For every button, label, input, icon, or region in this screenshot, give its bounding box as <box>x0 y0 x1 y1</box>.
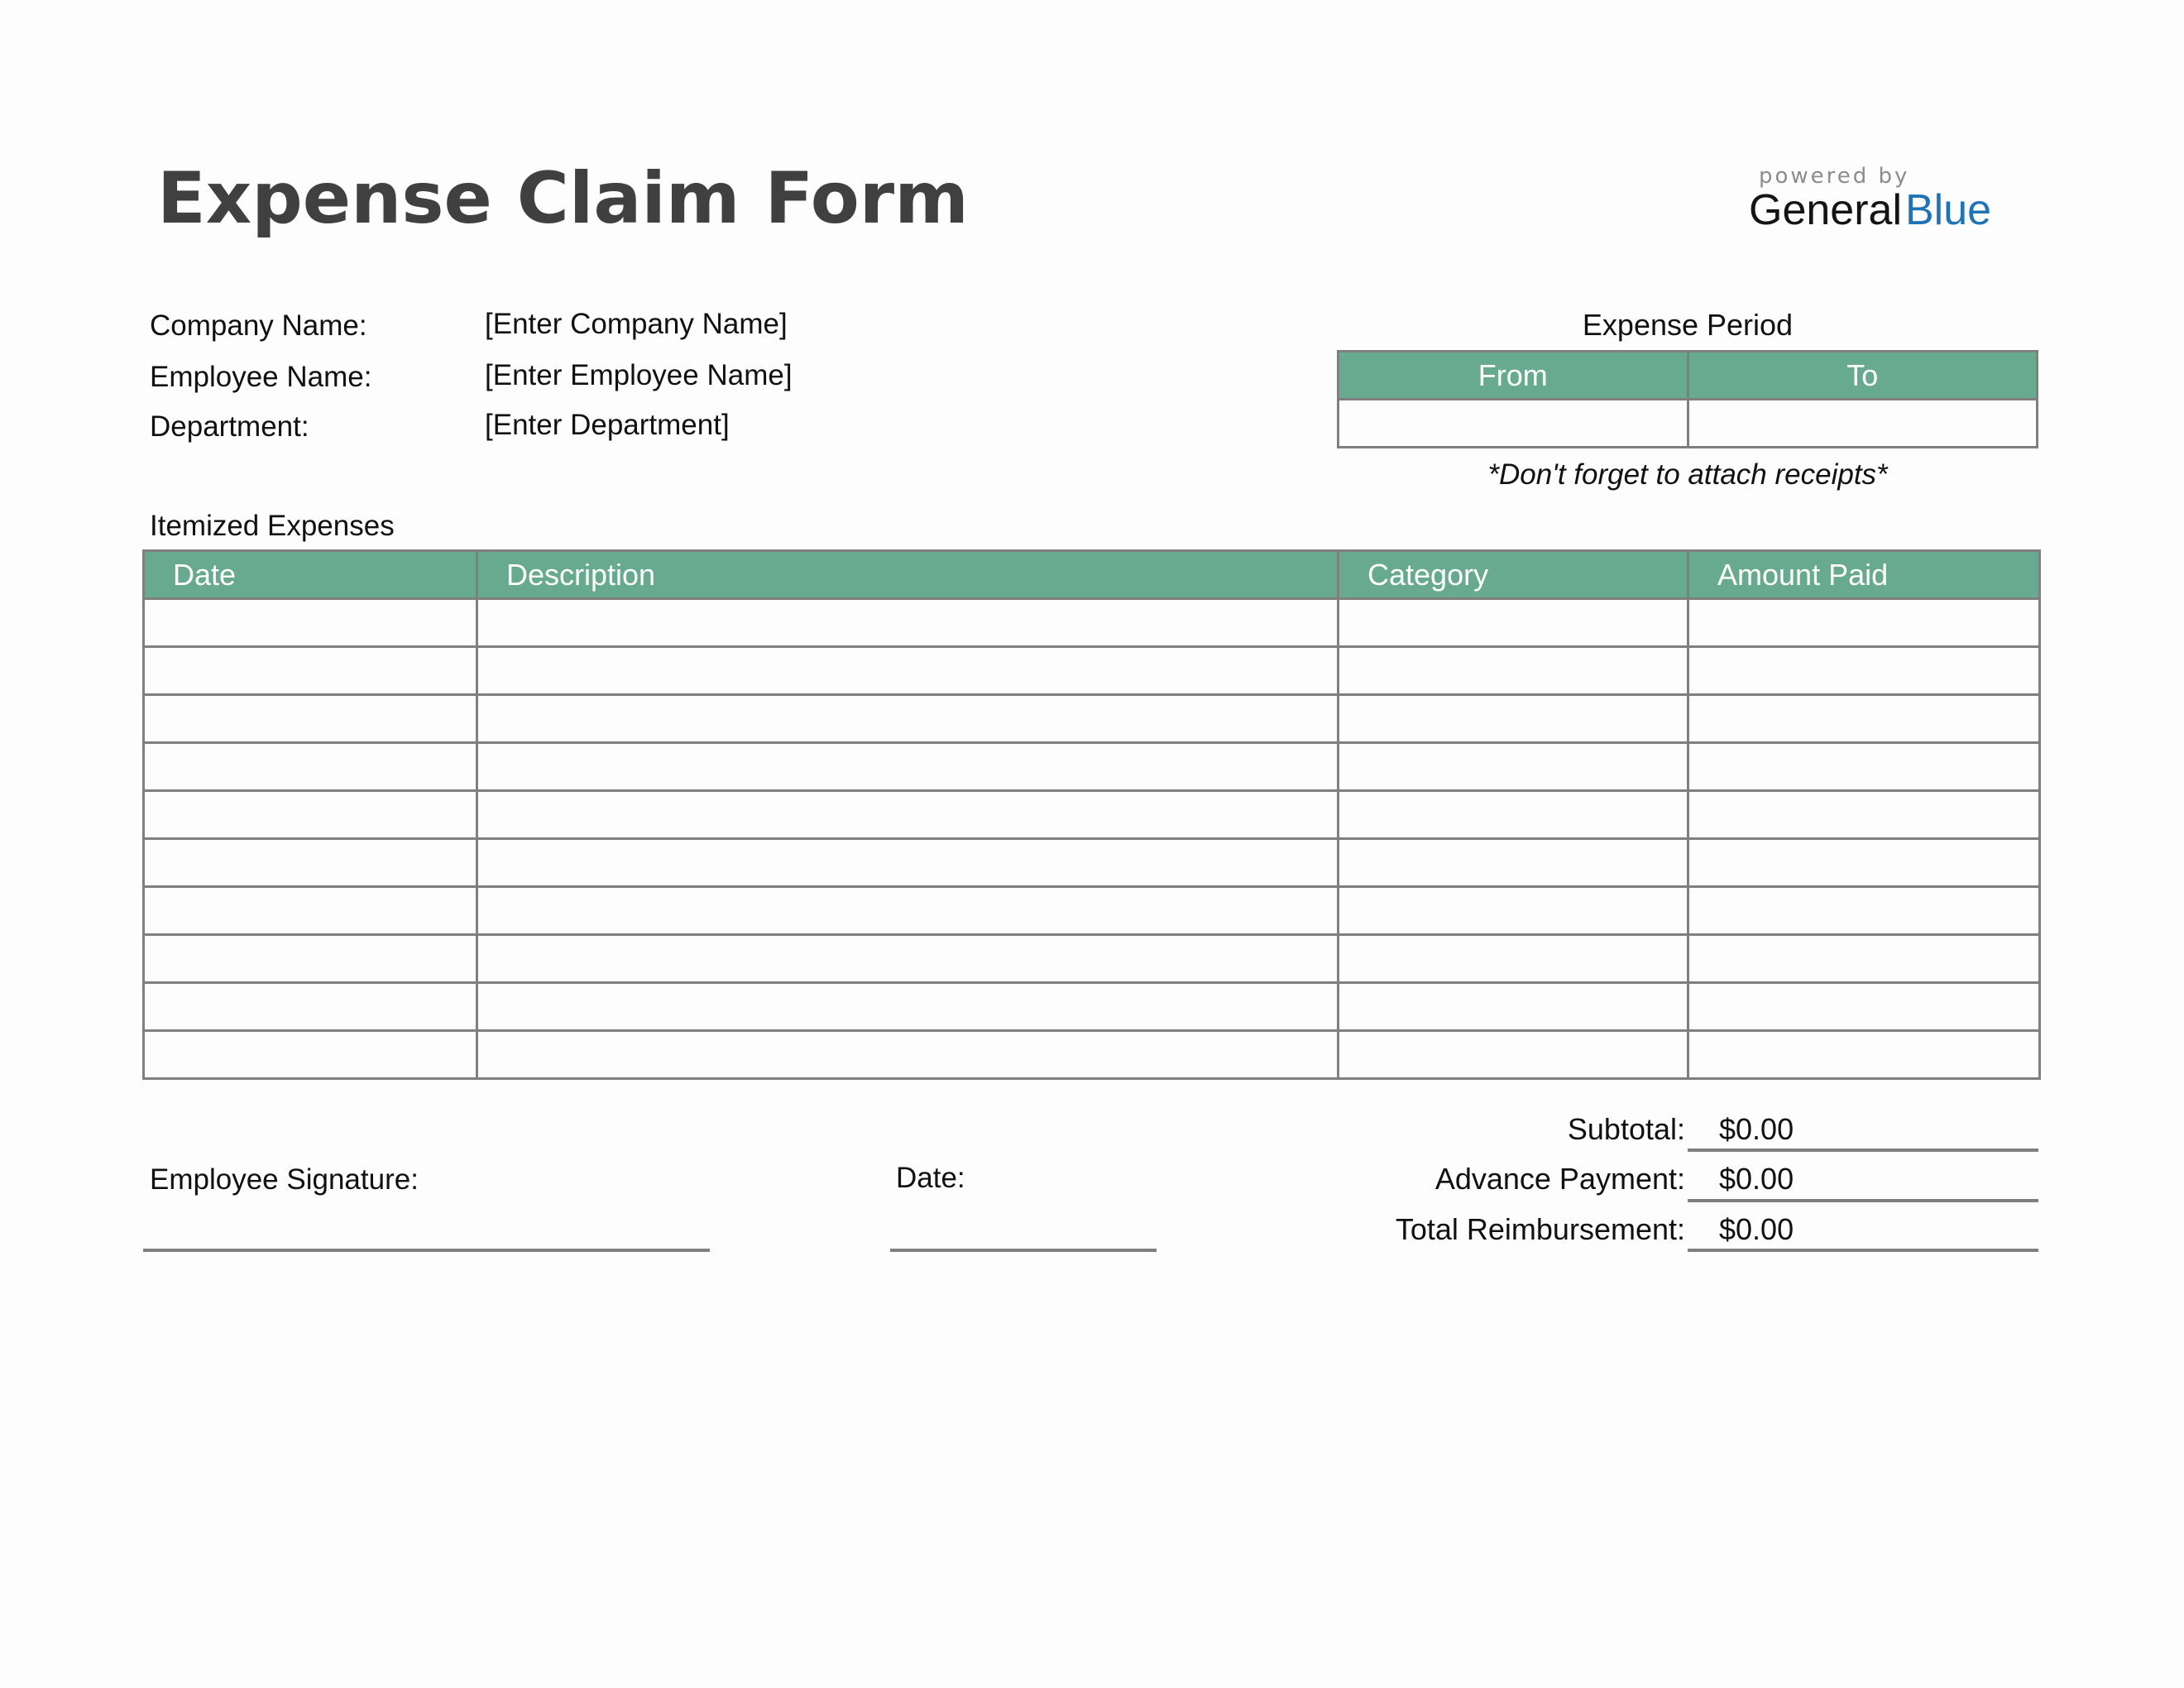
expense-period-title: Expense Period <box>1582 308 1794 342</box>
column-header-description: Description <box>477 551 1339 599</box>
amount-cell[interactable] <box>1688 647 2040 695</box>
table-row <box>144 935 2040 983</box>
column-header-date: Date <box>144 551 477 599</box>
total-reimbursement-underline <box>1688 1249 2038 1252</box>
category-cell[interactable] <box>1339 743 1688 791</box>
table-row <box>144 791 2040 839</box>
amount-cell[interactable] <box>1688 743 2040 791</box>
category-cell[interactable] <box>1339 983 1688 1031</box>
table-row <box>144 839 2040 887</box>
table-row <box>144 1031 2040 1079</box>
amount-cell[interactable] <box>1688 695 2040 743</box>
amount-cell[interactable] <box>1688 935 2040 983</box>
date-cell[interactable] <box>144 1031 477 1079</box>
receipts-note: *Don't forget to attach receipts* <box>1487 458 1888 491</box>
advance-payment-underline <box>1688 1199 2038 1202</box>
company-name-label: Company Name: <box>150 309 367 342</box>
logo-general: General <box>1749 186 1902 234</box>
date-cell[interactable] <box>144 983 477 1031</box>
category-cell[interactable] <box>1339 647 1688 695</box>
date-cell[interactable] <box>144 599 477 647</box>
date-cell[interactable] <box>144 887 477 935</box>
expense-period-table <box>1337 350 2038 448</box>
date-cell[interactable] <box>144 935 477 983</box>
description-cell[interactable] <box>477 887 1339 935</box>
total-reimbursement-value: $0.00 <box>1719 1212 1794 1246</box>
description-cell[interactable] <box>477 743 1339 791</box>
signature-date-label: Date: <box>896 1162 965 1194</box>
description-cell[interactable] <box>477 839 1339 887</box>
description-cell[interactable] <box>477 1031 1339 1079</box>
amount-cell[interactable] <box>1688 599 2040 647</box>
powered-by-text: powered by <box>1759 164 1910 189</box>
table-row <box>144 599 2040 647</box>
amount-cell[interactable] <box>1688 839 2040 887</box>
description-cell[interactable] <box>477 647 1339 695</box>
generalblue-logo <box>1749 185 1991 235</box>
total-reimbursement-label: Total Reimbursement: <box>1395 1212 1685 1246</box>
page-title: Expense Claim Form <box>157 157 969 240</box>
itemized-expenses-table <box>142 549 2041 1080</box>
department-label: Department: <box>150 410 309 443</box>
itemized-expenses-title: Itemized Expenses <box>150 510 395 542</box>
period-to-field[interactable] <box>1688 400 2038 448</box>
category-cell[interactable] <box>1339 935 1688 983</box>
department-field[interactable]: [Enter Department] <box>485 409 730 441</box>
column-header-amount-paid: Amount Paid <box>1688 551 2040 599</box>
logo-blue: Blue <box>1905 186 1992 234</box>
subtotal-label: Subtotal: <box>1567 1112 1685 1146</box>
amount-cell[interactable] <box>1688 887 2040 935</box>
subtotal-value: $0.00 <box>1719 1112 1794 1146</box>
table-row <box>144 695 2040 743</box>
category-cell[interactable] <box>1339 887 1688 935</box>
category-cell[interactable] <box>1339 695 1688 743</box>
table-row <box>144 887 2040 935</box>
date-cell[interactable] <box>144 839 477 887</box>
description-cell[interactable] <box>477 983 1339 1031</box>
description-cell[interactable] <box>477 791 1339 839</box>
description-cell[interactable] <box>477 695 1339 743</box>
advance-payment-value[interactable]: $0.00 <box>1719 1162 1794 1196</box>
table-header-row <box>144 551 2040 599</box>
category-cell[interactable] <box>1339 1031 1688 1079</box>
column-header-category: Category <box>1339 551 1688 599</box>
date-cell[interactable] <box>144 695 477 743</box>
employee-signature-line[interactable] <box>143 1249 710 1252</box>
period-from-field[interactable] <box>1339 400 1688 448</box>
description-cell[interactable] <box>477 599 1339 647</box>
table-row <box>144 743 2040 791</box>
advance-payment-label: Advance Payment: <box>1434 1162 1685 1196</box>
date-cell[interactable] <box>144 743 477 791</box>
category-cell[interactable] <box>1339 791 1688 839</box>
employee-name-label: Employee Name: <box>150 361 372 393</box>
amount-cell[interactable] <box>1688 791 2040 839</box>
date-cell[interactable] <box>144 791 477 839</box>
signature-date-line[interactable] <box>890 1249 1157 1252</box>
date-cell[interactable] <box>144 647 477 695</box>
subtotal-underline <box>1688 1149 2038 1152</box>
period-from-header: From <box>1339 352 1688 400</box>
amount-cell[interactable] <box>1688 1031 2040 1079</box>
category-cell[interactable] <box>1339 599 1688 647</box>
employee-name-field[interactable]: [Enter Employee Name] <box>485 359 793 391</box>
period-to-header: To <box>1688 352 2038 400</box>
description-cell[interactable] <box>477 935 1339 983</box>
amount-cell[interactable] <box>1688 983 2040 1031</box>
table-row <box>144 647 2040 695</box>
category-cell[interactable] <box>1339 839 1688 887</box>
employee-signature-label: Employee Signature: <box>150 1163 419 1196</box>
table-row <box>144 983 2040 1031</box>
company-name-field[interactable]: [Enter Company Name] <box>485 308 788 340</box>
